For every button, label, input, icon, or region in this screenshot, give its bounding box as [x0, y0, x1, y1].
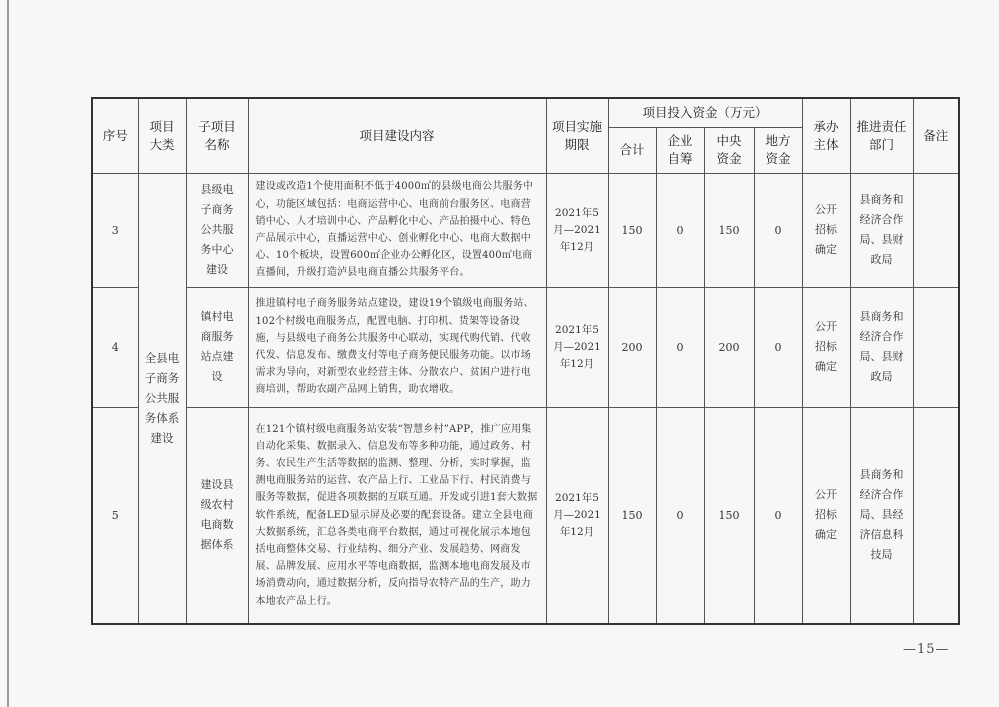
row-remark	[913, 173, 959, 287]
row-content: 推进镇村电子商务服务站点建设，建设19个镇级电商服务站、102个村级电商服务点，配置电脑、打印机、货架等设备设施，与县级电子商务公共服务中心联动，实现代购代销、代收代发、信息发布、缴费支付等电子商务便民服务功能。以市场需求为导向，对新型农业经营主体、分散农户、贫困户进行电商培训，帮助农副产品网上销售，助农增收。	[248, 287, 546, 407]
row-department: 县商务和 经济合作 局、县财 政局	[850, 287, 913, 407]
header-period: 项目实施 期限	[546, 98, 608, 173]
header-central: 中央 资金	[704, 127, 754, 173]
row-central: 200	[704, 287, 754, 407]
row-department: 县商务和 经济合作 局、县财 政局	[850, 173, 913, 287]
row-undertaker: 公开 招标 确定	[802, 287, 850, 407]
header-local: 地方 资金	[754, 127, 802, 173]
header-total: 合计	[608, 127, 656, 173]
row-period: 2021年5 月—2021 年12月	[546, 287, 608, 407]
row-total: 150	[608, 173, 656, 287]
header-content: 项目建设内容	[248, 98, 546, 173]
row-local: 0	[754, 287, 802, 407]
row-enterprise: 0	[656, 287, 704, 407]
row-local: 0	[754, 173, 802, 287]
row-seq: 3	[92, 173, 138, 287]
row-content: 建设或改造1个使用面积不低于4000㎡的县级电商公共服务中心，功能区域包括：电商运营中心、电商前台服务区、电商营销中心、人才培训中心、产品孵化中心、产品拍摄中心、特色产品展示中心，直播运营中心、创业孵化中心、电商大数据中心、10个板块，设置600㎡企业办公孵化区，设置400㎡电商直播间，升级打造泸县电商直播公共服务平台。	[248, 173, 546, 287]
row-total: 150	[608, 407, 656, 624]
table-row	[92, 407, 959, 624]
table-row	[92, 287, 959, 407]
table-row	[92, 173, 959, 287]
page-number: —15—	[903, 642, 950, 657]
row-enterprise: 0	[656, 407, 704, 624]
row-total: 200	[608, 287, 656, 407]
row-local: 0	[754, 407, 802, 624]
row-content: 在121个镇村级电商服务站安装“智慧乡村”APP，推广应用集自动化采集、数据录入、信息发布等多种功能，通过政务、村务、农民生产生活等数据的监测、整理、分析，实时掌握，监测电商服务站的运营、农产品上行、工业品下行、村民消费与服务等数据，促进各项数据的互联互通。开发或引进1套大数据软件系统，配备LED显示屏及必要的配套设备。建立全县电商大数据系统，汇总各类电商平台数据，通过可视化展示本地包括电商整体交易、行业结构、细分产业、发展趋势、网商发展、品牌发展、应用水平等电商数据，监测本地电商发展及市场消费动向，通过数据分析，反向指导农特产品的生产，助力本地农产品上行。	[248, 407, 546, 624]
header-category: 项目 大类	[138, 98, 186, 173]
project-table	[91, 97, 960, 625]
header-subproject: 子项目 名称	[186, 98, 248, 173]
project-table-wrapper	[91, 97, 958, 625]
row-period: 2021年5 月—2021 年12月	[546, 407, 608, 624]
row-central: 150	[704, 407, 754, 624]
category-cell: 全县电 子商务 公共服 务体系 建设	[138, 173, 186, 624]
row-central: 150	[704, 173, 754, 287]
row-remark	[913, 287, 959, 407]
row-seq: 5	[92, 407, 138, 624]
header-remark: 备注	[913, 98, 959, 173]
row-undertaker: 公开 招标 确定	[802, 407, 850, 624]
row-department: 县商务和 经济合作 局、县经 济信息科 技局	[850, 407, 913, 624]
header-department: 推进责任 部门	[850, 98, 913, 173]
row-subproject: 建设县 级农村 电商数 据体系	[186, 407, 248, 624]
row-subproject: 镇村电 商服务 站点建 设	[186, 287, 248, 407]
header-seq: 序号	[92, 98, 138, 173]
row-period: 2021年5 月—2021 年12月	[546, 173, 608, 287]
header-enterprise: 企业 自筹	[656, 127, 704, 173]
row-enterprise: 0	[656, 173, 704, 287]
row-undertaker: 公开 招标 确定	[802, 173, 850, 287]
row-subproject: 县级电 子商务 公共服 务中心 建设	[186, 173, 248, 287]
page-edge-line	[7, 0, 9, 707]
header-funds: 项目投入资金（万元）	[608, 98, 802, 127]
row-seq: 4	[92, 287, 138, 407]
header-undertaker: 承办 主体	[802, 98, 850, 173]
row-remark	[913, 407, 959, 624]
